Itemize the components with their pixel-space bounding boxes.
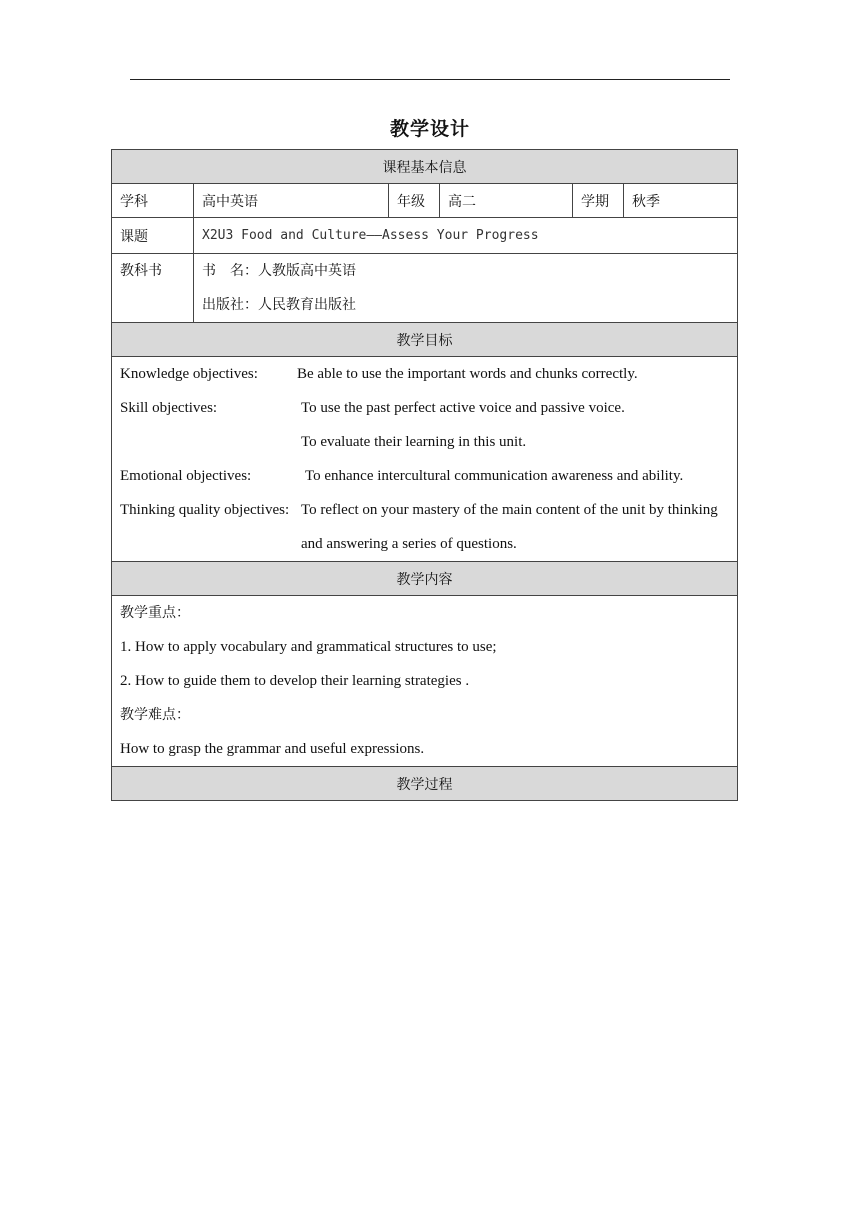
subject-value: 高中英语 (194, 184, 389, 218)
skill-text-2: To evaluate their learning in this unit. (301, 434, 527, 450)
header-rule (130, 79, 730, 80)
skill-text-1: To use the past perfect active voice and passive voice. (301, 400, 625, 416)
topic-row (112, 218, 738, 254)
key-point-1: 1. How to apply vocabulary and grammatical structures to use; (120, 639, 497, 655)
textbook-label: 教科书 (112, 254, 194, 323)
textbook-publisher: 出版社：人民教育出版社 (202, 297, 356, 313)
skill-objective-cont (120, 425, 729, 459)
textbook-row (112, 254, 738, 323)
process-header: 教学过程 (112, 767, 738, 801)
lesson-plan-table (111, 149, 738, 801)
term-label: 学期 (573, 184, 624, 218)
objectives-header-row (112, 323, 738, 357)
thinking-objective (120, 493, 729, 527)
emotional-text: To enhance intercultural communication awareness and ability. (305, 468, 684, 484)
difficult-point-text: How to grasp the grammar and useful expressions. (120, 741, 425, 757)
document-title: 教学设计 (389, 118, 470, 140)
subject-row (112, 184, 738, 218)
topic-value: X2U3 Food and Culture——Assess Your Progress (194, 218, 738, 254)
key-point-2: 2. How to guide them to develop their learning strategies . (120, 673, 470, 689)
emotional-label: Emotional objectives: (120, 468, 252, 484)
term-value: 秋季 (624, 184, 738, 218)
objectives-body (112, 357, 738, 562)
objectives-header: 教学目标 (112, 323, 738, 357)
difficult-points-label: 教学难点： (120, 707, 190, 723)
basic-info-header-row (112, 150, 738, 184)
objectives-body-row (112, 357, 738, 562)
textbook-name: 书 名：人教版高中英语 (202, 263, 356, 279)
grade-label: 年级 (389, 184, 440, 218)
process-header-row (112, 767, 738, 801)
content-header-row (112, 562, 738, 596)
thinking-label: Thinking quality objectives: (120, 502, 290, 518)
basic-info-header: 课程基本信息 (112, 150, 738, 184)
textbook-info (194, 254, 738, 323)
key-points-label: 教学重点： (120, 605, 190, 621)
content-body (112, 596, 738, 767)
knowledge-label: Knowledge objectives: (120, 366, 258, 382)
skill-objective (120, 391, 729, 425)
thinking-text-2: and answering a series of questions. (301, 536, 517, 552)
topic-label: 课题 (112, 218, 194, 254)
subject-label: 学科 (112, 184, 194, 218)
thinking-objective-cont (120, 527, 729, 561)
emotional-objective (120, 459, 729, 493)
knowledge-objective (120, 357, 729, 391)
thinking-text-1: To reflect on your mastery of the main content of the unit by thinking (301, 502, 718, 518)
grade-value: 高二 (440, 184, 573, 218)
content-body-row (112, 596, 738, 767)
knowledge-text: Be able to use the important words and chunks correctly. (297, 366, 638, 382)
skill-label: Skill objectives: (120, 400, 218, 416)
content-header: 教学内容 (112, 562, 738, 596)
